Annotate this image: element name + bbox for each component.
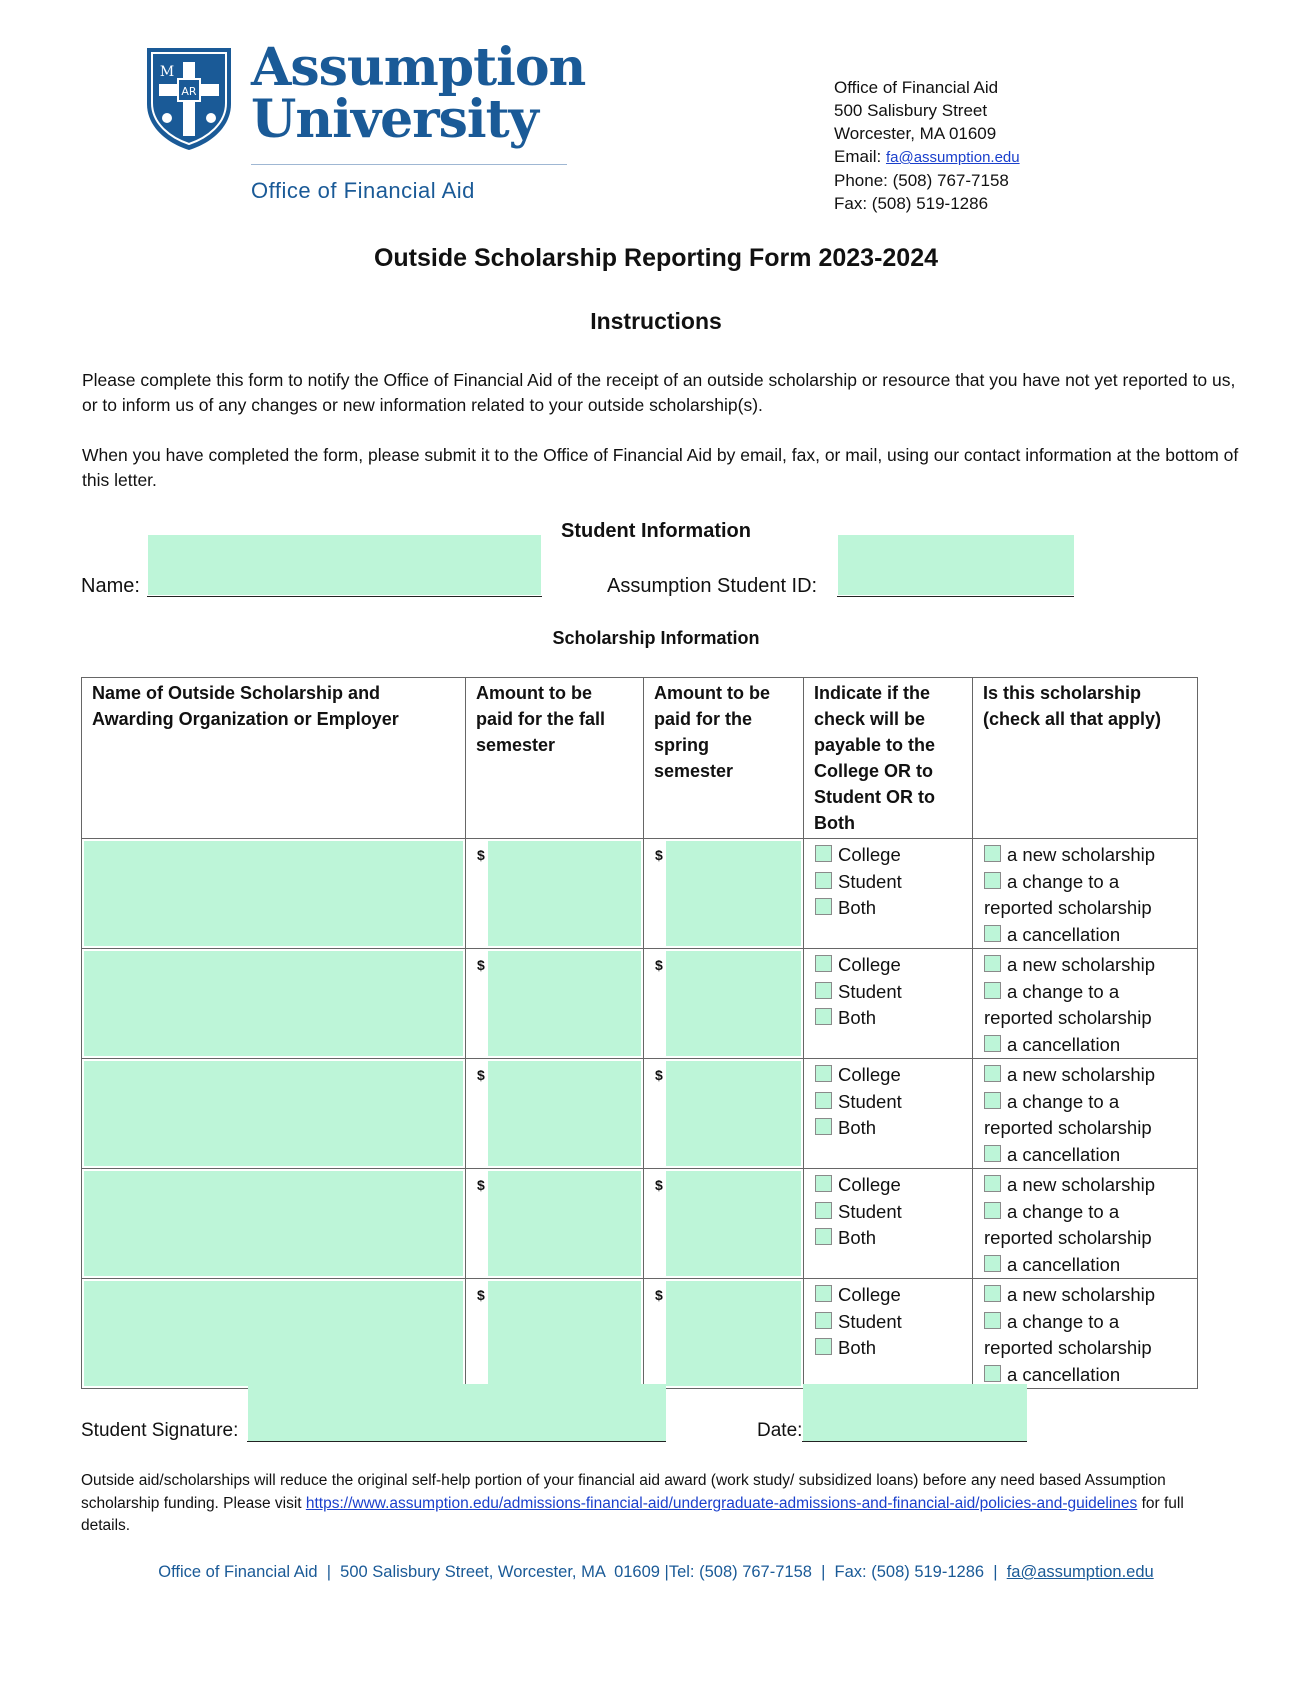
option-label: a change to a reported scholarship [984,980,1152,1028]
dollar-sign: $ [477,1067,485,1083]
option-label: a cancellation [1007,1253,1121,1275]
option-label: College [838,1064,901,1085]
option-label: a change to a reported scholarship [984,870,1152,918]
student-info-heading: Student Information [561,520,751,542]
contact-fax: Fax: (508) 519-1286 [834,194,989,213]
checkbox-college[interactable] [815,1175,832,1192]
dollar-sign: $ [655,957,663,973]
option-label: a new scholarship [1007,844,1156,865]
spring-amount-input[interactable] [666,1061,801,1166]
option-label: Both [838,1227,877,1248]
payable-option-college [815,952,962,979]
checkbox-cancellation[interactable] [984,1035,1001,1052]
checkbox-change[interactable] [984,1312,1001,1329]
option-label: Student [838,870,902,892]
option-label: a change to a reported scholarship [984,1200,1152,1248]
footer-email-link[interactable]: fa@assumption.edu [1006,1563,1154,1581]
dollar-sign: $ [655,1177,663,1193]
contact-email-label: Email: [834,147,886,166]
payable-option-college [815,842,962,869]
table-header-row [82,678,1198,839]
scholarship-name-cell [82,839,466,949]
checkbox-cancellation[interactable] [984,1145,1001,1162]
payable-option-student [815,869,962,896]
option-label: Student [838,1310,902,1332]
option-label: Both [838,897,877,918]
table-row [82,1169,1198,1279]
type-option-change [984,1309,1164,1362]
fall-amount-cell [466,1059,644,1169]
note-text-end: for full details. [81,1494,1184,1534]
contact-phone: Phone: (508) 767-7158 [834,171,1009,190]
spring-amount-cell [644,839,804,949]
table-row [82,949,1198,1059]
fall-amount-cell [466,1279,644,1389]
option-label: a new scholarship [1007,1284,1156,1305]
option-label: a cancellation [1007,1363,1121,1385]
type-option-new [984,1282,1187,1309]
checkbox-college[interactable] [815,955,832,972]
payable-option-both [815,1005,962,1032]
scholarship-type-cell [973,839,1198,949]
option-label: Student [838,1200,902,1222]
dollar-sign: $ [477,847,485,863]
name-input[interactable] [148,535,541,595]
fall-amount-cell [466,839,644,949]
table-row [82,1059,1198,1169]
type-option-change [984,979,1164,1032]
scholarship-name-cell [82,1059,466,1169]
option-label: Student [838,1090,902,1112]
payable-option-both [815,1115,962,1142]
logo-name-line2: University [251,89,538,150]
svg-text:M: M [159,64,175,80]
checkbox-college[interactable] [815,1285,832,1302]
fall-amount-input[interactable] [488,1281,641,1386]
dollar-sign: $ [655,847,663,863]
checkbox-new-scholarship[interactable] [984,845,1001,862]
logo-name-line1: Assumption [251,37,586,98]
fall-amount-cell [466,1169,644,1279]
option-label: a cancellation [1007,1143,1121,1165]
university-logo [141,37,586,216]
scholarship-type-cell [973,949,1198,1059]
instructions-heading: Instructions [590,308,722,334]
scholarship-name-cell [82,1279,466,1389]
scholarship-name-cell [82,1169,466,1279]
checkbox-change[interactable] [984,1092,1001,1109]
checkbox-both[interactable] [815,1338,832,1355]
checkbox-cancellation[interactable] [984,1255,1001,1272]
col-payable-to: Indicate if the check will be payable to the College OR to Student OR to Both [804,678,973,839]
spring-amount-input[interactable] [666,1281,801,1386]
payable-option-both [815,895,962,922]
spring-amount-cell [644,1169,804,1279]
type-option-cancellation [984,1142,1187,1169]
type-option-cancellation [984,1252,1187,1279]
contact-email-line [834,145,1020,169]
payable-to-cell [804,1169,973,1279]
payable-option-both [815,1335,962,1362]
col-fall-amount: Amount to be paid for the fall semester [466,678,644,839]
scholarship-name-cell [82,949,466,1059]
checkbox-student[interactable] [815,1312,832,1329]
type-option-change [984,869,1164,922]
checkbox-student[interactable] [815,872,832,889]
payable-option-both [815,1225,962,1252]
checkbox-cancellation[interactable] [984,925,1001,942]
type-option-new [984,842,1187,869]
checkbox-new-scholarship[interactable] [984,955,1001,972]
option-label: a cancellation [1007,923,1121,945]
type-option-change [984,1199,1164,1252]
scholarship-name-input[interactable] [84,1171,463,1276]
checkbox-cancellation[interactable] [984,1365,1001,1382]
spring-amount-cell [644,1279,804,1389]
checkbox-student[interactable] [815,1202,832,1219]
checkbox-college[interactable] [815,1065,832,1082]
checkbox-new-scholarship[interactable] [984,1065,1001,1082]
name-label: Name: [81,575,140,597]
checkbox-change[interactable] [984,872,1001,889]
scholarship-type-cell [973,1169,1198,1279]
spring-amount-input[interactable] [666,951,801,1056]
student-id-input[interactable] [838,535,1074,595]
option-label: College [838,844,901,865]
student-id-label: Assumption Student ID: [607,575,818,597]
table-row [82,1279,1198,1389]
checkbox-change[interactable] [984,1202,1001,1219]
contact-email-link[interactable]: fa@assumption.edu [885,149,1020,166]
shield-crest-icon [145,46,233,152]
dollar-sign: $ [477,957,485,973]
type-option-new [984,1172,1187,1199]
fall-amount-input[interactable] [488,841,641,946]
signature-input[interactable] [248,1384,666,1442]
payable-option-student [815,1089,962,1116]
payable-to-cell [804,949,973,1059]
option-label: a change to a reported scholarship [984,1090,1152,1138]
form-title: Outside Scholarship Reporting Form 2023-2024 [373,244,939,272]
payable-option-college [815,1282,962,1309]
checkbox-both[interactable] [815,898,832,915]
col-scholarship-name: Name of Outside Scholarship and Awarding Organization or Employer [82,678,466,839]
payable-option-student [815,979,962,1006]
payable-option-student [815,1309,962,1336]
policy-link[interactable]: https://www.assumption.edu/admissions-financial-aid/undergraduate-admissions-and-financial-aid/policies-and-guidelines [305,1494,1138,1512]
policy-note [81,1470,1231,1538]
option-label: College [838,1174,901,1195]
option-label: Both [838,1117,877,1138]
contact-street: 500 Salisbury Street [834,101,988,120]
spring-amount-cell [644,949,804,1059]
footer-text: Office of Financial Aid | 500 Salisbury Street, Worcester, MA 01609 |Tel: (508) 767-7158 | Fax: (508) 519-1286 | [158,1563,1007,1581]
scholarship-name-input[interactable] [84,951,463,1056]
type-option-cancellation [984,1032,1187,1059]
spring-amount-cell [644,1059,804,1169]
scholarship-type-cell [973,1279,1198,1389]
dollar-sign: $ [477,1177,485,1193]
checkbox-new-scholarship[interactable] [984,1175,1001,1192]
contact-office: Office of Financial Aid [834,78,999,97]
fall-amount-input[interactable] [488,1171,641,1276]
date-label: Date: [757,1420,803,1441]
option-label: a change to a reported scholarship [984,1310,1152,1358]
option-label: Student [838,980,902,1002]
fall-amount-input[interactable] [488,951,641,1056]
fall-amount-input[interactable] [488,1061,641,1166]
scholarship-name-input[interactable] [84,841,463,946]
type-option-cancellation [984,922,1187,949]
dollar-sign: $ [655,1067,663,1083]
payable-to-cell [804,839,973,949]
payable-option-college [815,1172,962,1199]
note-text: Outside aid/scholarships will reduce the original self-help portion of your financial aid award (work study/ subsidized loans) before any need based Assumption scholarship funding. Please visit [81,1472,1166,1512]
checkbox-change[interactable] [984,982,1001,999]
checkbox-both[interactable] [815,1008,832,1025]
contact-block [834,76,1020,215]
option-label: a cancellation [1007,1033,1121,1055]
col-scholarship-type: Is this scholarship (check all that apply) [973,678,1198,839]
checkbox-college[interactable] [815,845,832,862]
option-label: Both [838,1007,877,1028]
fall-amount-cell [466,949,644,1059]
option-label: a new scholarship [1007,1064,1156,1085]
payable-to-cell [804,1279,973,1389]
scholarship-name-input[interactable] [84,1281,463,1386]
option-label: College [838,1284,901,1305]
page-footer [0,1563,1312,1582]
scholarship-type-cell [973,1059,1198,1169]
col-spring-amount: Amount to be paid for the spring semester [644,678,804,839]
logo-divider [251,164,567,165]
payable-option-student [815,1199,962,1226]
scholarship-table [81,677,1198,1389]
payable-to-cell [804,1059,973,1169]
type-option-new [984,952,1187,979]
option-label: a new scholarship [1007,1174,1156,1195]
contact-city: Worcester, MA 01609 [834,124,997,143]
checkbox-student[interactable] [815,1092,832,1109]
spring-amount-input[interactable] [666,841,801,946]
instructions-paragraph-2: When you have completed the form, please submit it to the Office of Financial Aid by email, fax, or mail, using our contact information at the bottom of this letter. [82,445,1239,490]
name-underline [147,596,542,597]
scholarship-info-heading: Scholarship Information [552,628,760,648]
logo-subtitle: Office of Financial Aid [251,178,475,203]
svg-text:AR: AR [181,85,197,98]
date-underline [802,1441,1027,1442]
signature-label: Student Signature: [81,1420,239,1441]
date-input[interactable] [803,1384,1027,1442]
checkbox-student[interactable] [815,982,832,999]
dollar-sign: $ [655,1287,663,1303]
option-label: a new scholarship [1007,954,1156,975]
checkbox-new-scholarship[interactable] [984,1285,1001,1302]
dollar-sign: $ [477,1287,485,1303]
checkbox-both[interactable] [815,1228,832,1245]
option-label: College [838,954,901,975]
student-id-underline [837,596,1074,597]
type-option-change [984,1089,1164,1142]
table-row [82,839,1198,949]
instructions-paragraph-1: Please complete this form to notify the Office of Financial Aid of the receipt of an outside scholarship or resource that you have not yet reported to us, or to inform us of any changes or new information related to your outside scholarship(s). [82,370,1236,415]
signature-underline [247,1441,666,1442]
spring-amount-input[interactable] [666,1171,801,1276]
scholarship-name-input[interactable] [84,1061,463,1166]
payable-option-college [815,1062,962,1089]
option-label: Both [838,1337,877,1358]
type-option-new [984,1062,1187,1089]
checkbox-both[interactable] [815,1118,832,1135]
